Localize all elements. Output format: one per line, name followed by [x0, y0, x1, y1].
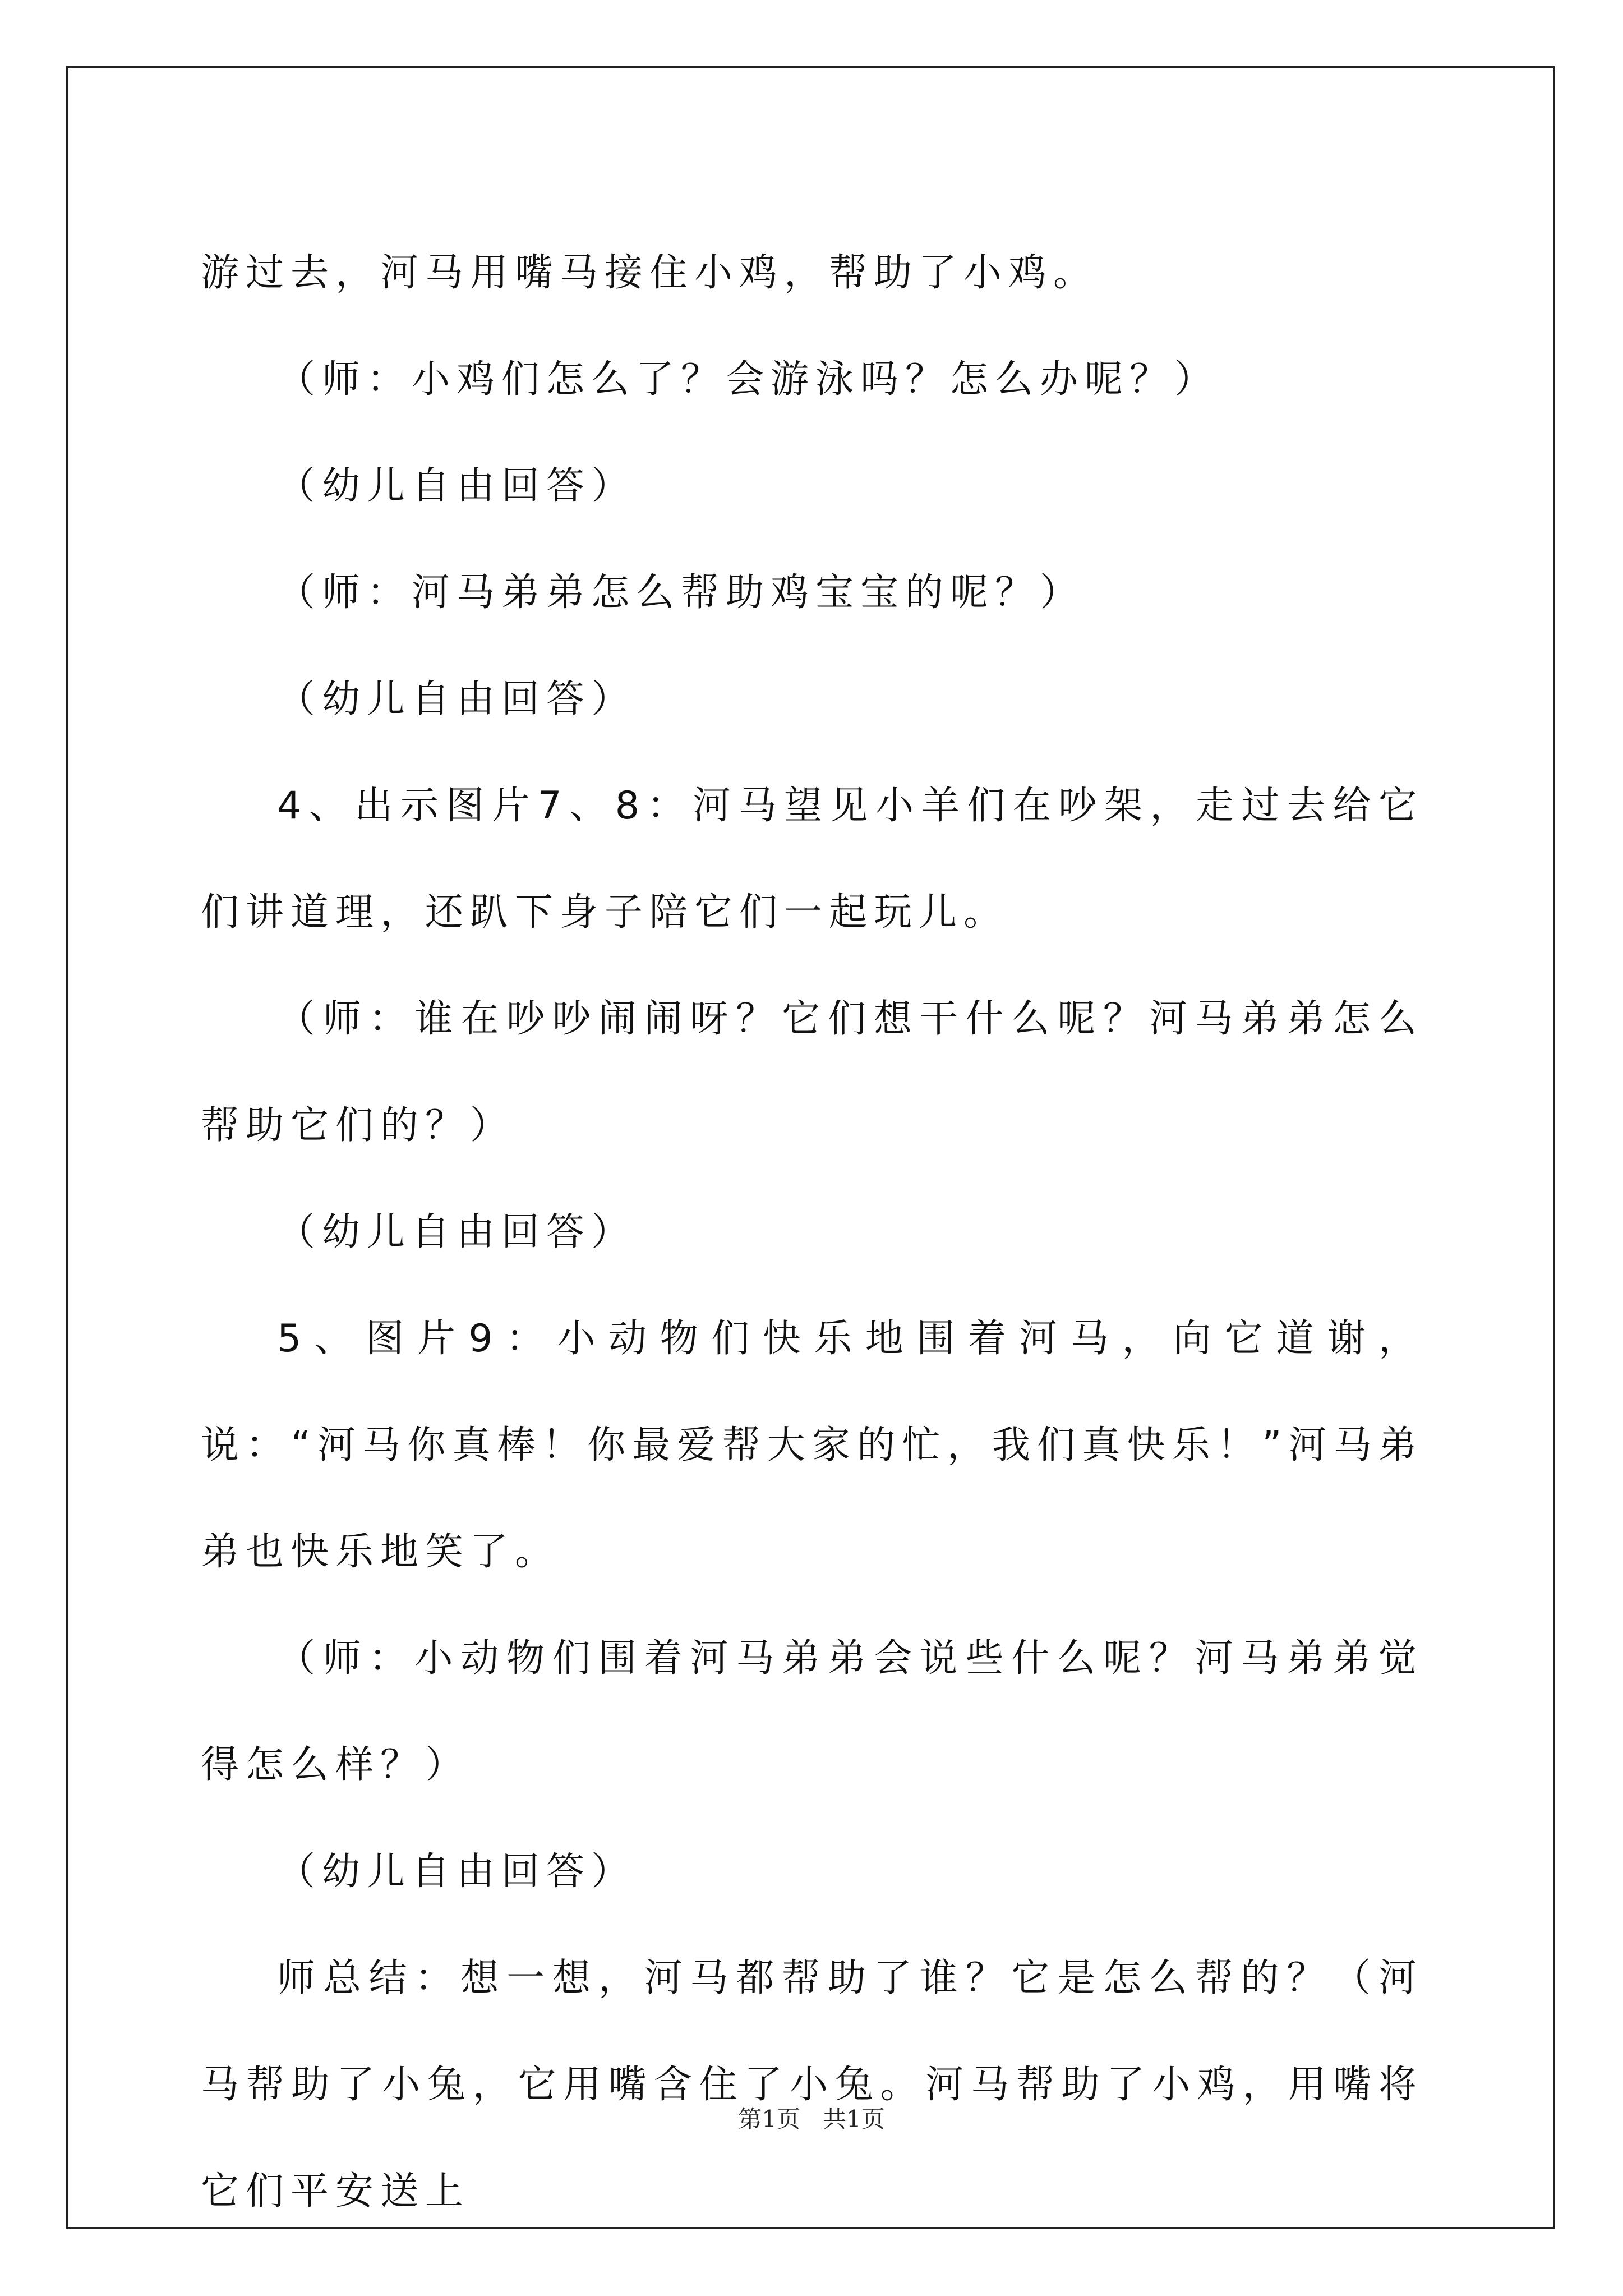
paragraph: （幼儿自由回答） — [277, 1210, 637, 1254]
paragraph: （师：小动物们围着河马弟弟会说些什么呢？河马弟弟觉得怎么样？） — [201, 1636, 1423, 1787]
paragraph: 5、图片9：小动物们快乐地围着河马，向它道谢，说：“河马你真棒！你最爱帮大家的忙，我们真快乐！”河马弟弟也快乐地笑了。 — [201, 1317, 1423, 1574]
paragraph: 游过去，河马用嘴马接住小鸡，帮助了小鸡。 — [201, 251, 1099, 295]
page-number-footer: 第1页 共1页 — [738, 2105, 885, 2133]
paragraph: （幼儿自由回答） — [277, 464, 637, 508]
document-body — [201, 220, 1423, 2245]
paragraph: （师：小鸡们怎么了？会游泳吗？怎么办呢？） — [277, 357, 1220, 402]
paragraph: （师：谁在吵吵闹闹呀？它们想干什么呢？河马弟弟怎么帮助它们的？） — [201, 997, 1423, 1148]
paragraph: （幼儿自由回答） — [277, 1849, 637, 1894]
paragraph: 4、出示图片7、8：河马望见小羊们在吵架，走过去给它们讲道理，还趴下身子陪它们一起玩儿。 — [201, 784, 1423, 935]
paragraph: （师：河马弟弟怎么帮助鸡宝宝的呢？） — [277, 570, 1085, 615]
paragraph: 师总结：想一想，河马都帮助了谁？它是怎么帮的？（河马帮助了小兔，它用嘴含住了小兔。河马帮助了小鸡，用嘴将它们平安送上 — [201, 1956, 1423, 2214]
paragraph: （幼儿自由回答） — [277, 677, 637, 721]
